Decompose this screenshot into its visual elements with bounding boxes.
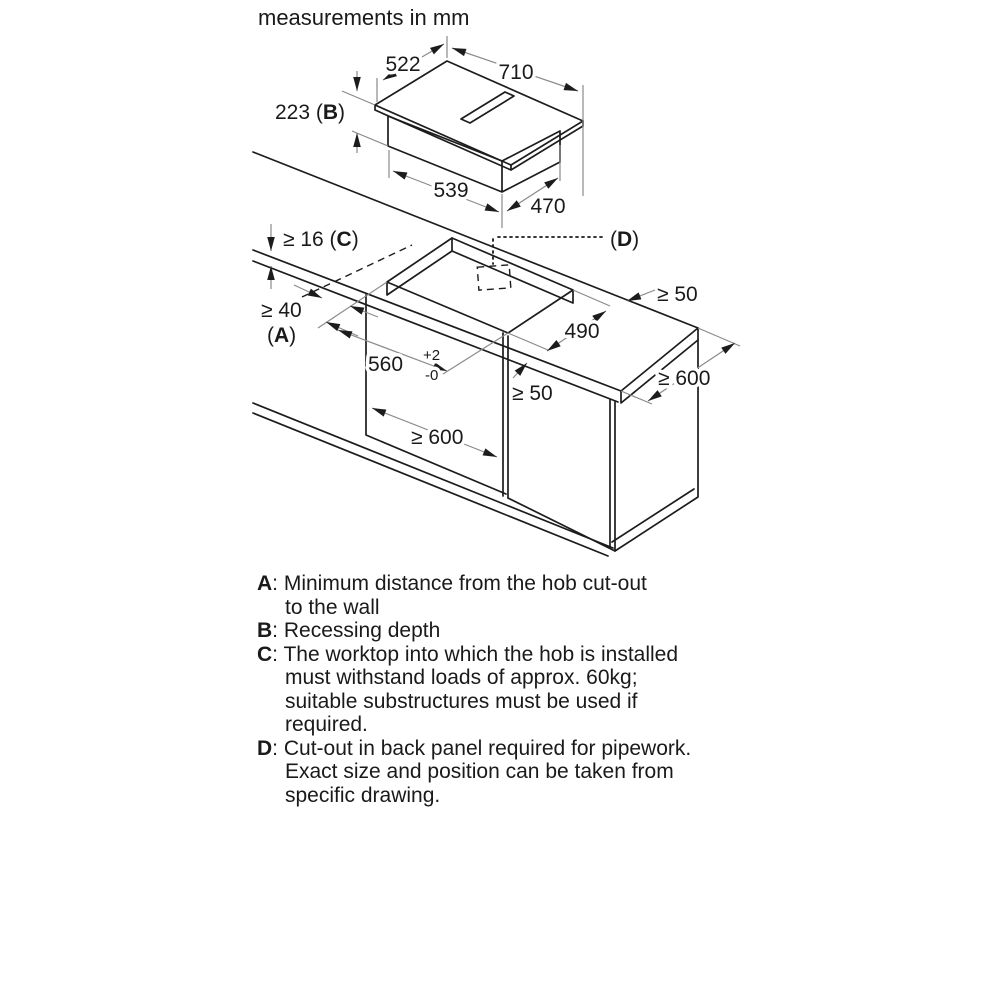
dim-539 — [389, 150, 502, 228]
pipework-leader-dotted — [493, 237, 603, 264]
footnotes — [257, 572, 737, 807]
dim-470 — [507, 145, 566, 218]
dim-539-label: 539 — [433, 179, 469, 202]
cabinet — [253, 295, 698, 556]
dim-223-B — [275, 71, 388, 153]
note-C-line-3: suitable substructures must be used if — [285, 689, 638, 713]
dim-600-right-label: ≥ 600 — [658, 367, 711, 390]
dim-600-right — [621, 328, 740, 404]
note-C-line-4: required. — [285, 713, 368, 736]
cabinet-front-right-edge — [610, 400, 615, 551]
hob-plate-edge — [375, 105, 583, 170]
note-A-line-1: A: Minimum distance from the hob cut-out — [257, 572, 647, 595]
hob-top-view — [275, 36, 583, 228]
dim-16-C — [271, 224, 359, 289]
dim-50-rear — [627, 283, 698, 306]
dim-50-rear-label: ≥ 50 — [657, 283, 698, 306]
dim-560-label: 560 — [368, 353, 404, 376]
dim-40-A — [261, 282, 387, 347]
dim-522 — [377, 36, 447, 102]
dim-600-bottom — [372, 408, 497, 457]
note-C-line-1: C: The worktop into which the hob is installed — [257, 642, 679, 666]
hob-vent-slot — [461, 92, 514, 123]
page-title: measurements in mm — [258, 5, 470, 30]
worktop-cutout-view — [253, 152, 740, 556]
cabinet-left-compartment — [366, 295, 506, 494]
dim-16-label: ≥ 16 (C) — [283, 228, 359, 251]
note-D-line-1: D: Cut-out in back panel required for pipework. — [257, 736, 692, 760]
dim-710-label: 710 — [498, 61, 534, 84]
dim-A-label: (A) — [267, 324, 297, 347]
dim-600-bottom-label: ≥ 600 — [411, 426, 464, 449]
dim-522-label: 522 — [385, 53, 421, 76]
dim-560-tol-plus: +2 — [423, 347, 441, 364]
dim-560-tol-minus: -0 — [425, 367, 439, 384]
worktop-end-face — [621, 328, 698, 403]
note-D-line-3: specific drawing. — [285, 783, 441, 807]
worktop-cutout — [387, 238, 573, 333]
note-B-line-1: B: Recessing depth — [257, 619, 441, 642]
dim-40-label: ≥ 40 — [261, 299, 302, 322]
dim-490-label: 490 — [564, 320, 600, 343]
dim-470-label: 470 — [530, 195, 566, 218]
hob-plate-top-face — [375, 61, 583, 165]
dim-D-label: (D) — [610, 228, 640, 251]
note-C-line-2: must withstand loads of approx. 60kg; — [285, 666, 638, 689]
dim-223-label: 223 (B) — [274, 101, 346, 124]
note-D-line-2: Exact size and position can be taken from — [285, 760, 674, 783]
cabinet-plinth-line — [612, 489, 694, 542]
dim-50-front-label: ≥ 50 — [512, 382, 553, 405]
note-A-line-2: to the wall — [285, 595, 380, 619]
